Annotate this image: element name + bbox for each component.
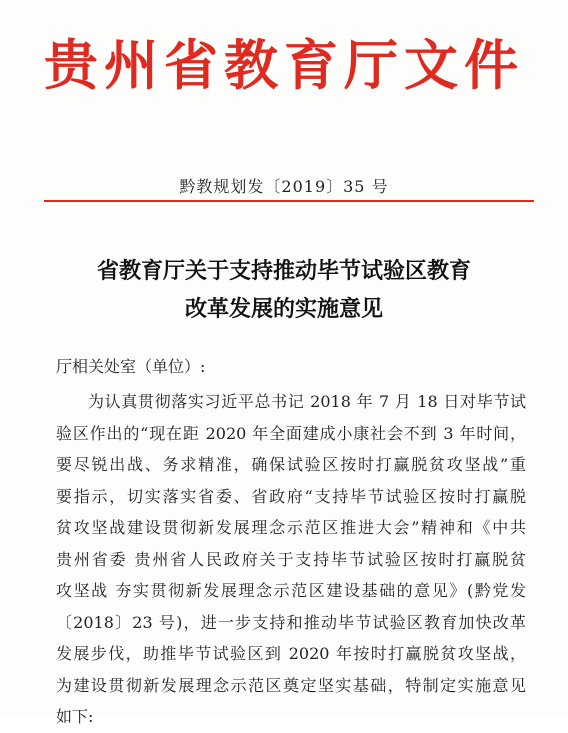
document-title bbox=[0, 252, 568, 328]
body-paragraph bbox=[56, 386, 526, 733]
body-line: 攻坚战 夯实贯彻新发展理念示范区建设基础的意见》(黔党发 bbox=[56, 581, 526, 600]
body-line: 要指示，切实落实省委、省政府“支持毕节试验区按时打赢脱 bbox=[56, 486, 526, 506]
issuer-header-title: 贵州省教育厅文件 bbox=[44, 33, 524, 97]
body-line: 贵州省委 贵州省人民政府关于支持毕节试验区按时打赢脱贫 bbox=[56, 549, 526, 569]
document-title-line: 改革发展的实施意见 bbox=[184, 296, 383, 322]
body-line: 为建设贯彻新发展理念示范区奠定坚实基础，特制定实施意见 bbox=[56, 675, 526, 695]
body-line: 为认真贯彻落实习近平总书记 2018 年 7 月 18 日对毕节试 bbox=[88, 392, 526, 411]
salutation: 厅相关处室（单位）: bbox=[56, 357, 206, 376]
body-line: 发展步伐，助推毕节试验区到 2020 年按时打赢脱贫攻坚战， bbox=[56, 644, 526, 663]
body-line: 要尽锐出战、务求精准，确保试验区按时打赢脱贫攻坚战”重 bbox=[56, 455, 526, 474]
red-divider-line bbox=[44, 200, 534, 202]
document-title-line: 省教育厅关于支持推动毕节试验区教育 bbox=[96, 258, 471, 284]
body-line: 贫攻坚战建设贯彻新发展理念示范区推进大会”精神和《中共 bbox=[56, 518, 526, 537]
document-number: 黔教规划发〔2019〕35 号 bbox=[179, 177, 389, 196]
body-line: 〔2018〕23 号)，进一步支持和推动毕节试验区教育加快改革 bbox=[56, 612, 526, 632]
body-line: 验区作出的“现在距 2020 年全面建成小康社会不到 3 年时间， bbox=[56, 423, 526, 443]
body-line: 如下: bbox=[56, 707, 94, 726]
